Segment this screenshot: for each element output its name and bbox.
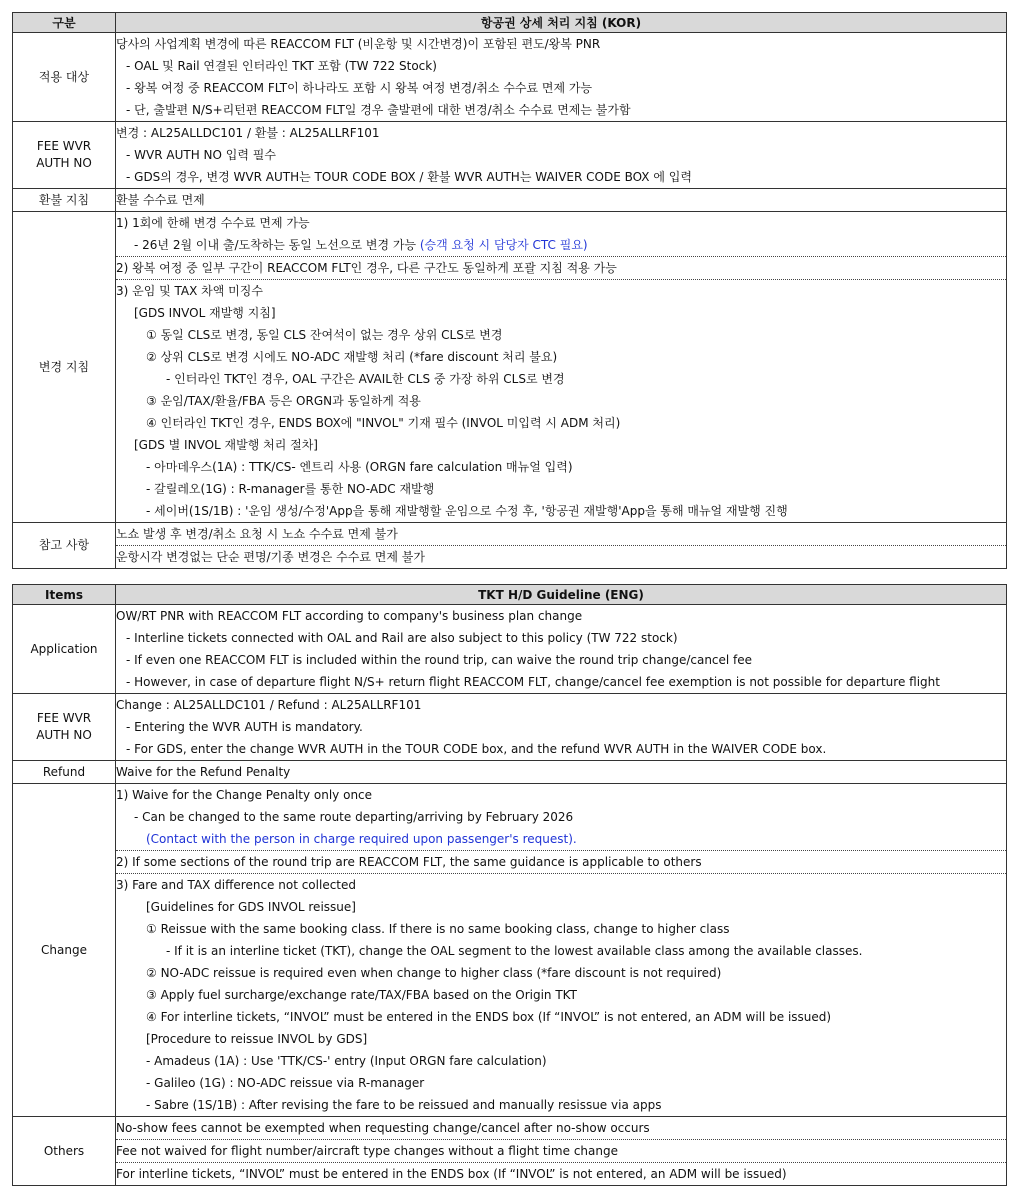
kor-change-line: ② 상위 CLS로 변경 시에도 NO-ADC 재발행 처리 (*fare discount 처리 불요) bbox=[146, 350, 558, 364]
eng-change-note-blue: (Contact with the person in charge required upon passenger's request). bbox=[116, 828, 1006, 851]
eng-row-refund bbox=[13, 761, 1007, 784]
kor-header-title: 항공권 상세 처리 지침 (KOR) bbox=[116, 13, 1007, 33]
eng-label-refund: Refund bbox=[13, 761, 116, 784]
kor-application-line: - OAL 및 Rail 연결된 인터라인 TKT 포함 (TW 722 Stock) bbox=[126, 59, 437, 73]
kor-change-line: - 갈릴레오(1G) : R-manager를 통한 NO-ADC 재발행 bbox=[146, 482, 435, 496]
kor-label-change: 변경 지침 bbox=[13, 212, 116, 523]
kor-row-notes bbox=[13, 523, 1007, 569]
eng-row-others bbox=[13, 1117, 1007, 1186]
kor-fee-waiver-line: 변경 : AL25ALLDC101 / 환불 : AL25ALLRF101 bbox=[116, 126, 380, 140]
kor-label-fee-wvr: FEE WVR bbox=[36, 139, 92, 153]
kor-application-line: - 왕복 여정 중 REACCOM FLT이 하나라도 포함 시 왕복 여정 변경/취소 수수료 면제 가능 bbox=[126, 81, 593, 95]
kor-change-line: - 인터라인 TKT인 경우, OAL 구간은 AVAIL한 CLS 중 가장 하위 CLS로 변경 bbox=[166, 372, 565, 386]
eng-change-line: 1) Waive for the Change Penalty only once bbox=[116, 788, 373, 802]
kor-change-note-blue: (승객 요청 시 담당자 CTC 필요) bbox=[419, 238, 588, 252]
eng-change-line: ④ For interline tickets, “INVOL” must be entered in the ENDS box (If “INVOL” is not entered, an ADM will be issued) bbox=[146, 1010, 832, 1024]
kor-change-line: ① 동일 CLS로 변경, 동일 CLS 잔여석이 없는 경우 상위 CLS로 변경 bbox=[146, 328, 503, 342]
eng-change-line: [Procedure to reissue INVOL by GDS] bbox=[146, 1032, 368, 1046]
kor-change-line: 2) 왕복 여정 중 일부 구간이 REACCOM FLT인 경우, 다른 구간도 동일하게 포괄 지침 적용 가능 bbox=[116, 257, 1006, 280]
eng-fee-waiver-line: Change : AL25ALLDC101 / Refund : AL25ALLRF101 bbox=[116, 698, 422, 712]
kor-header-row bbox=[13, 13, 1007, 33]
kor-change-line: 1) 1회에 한해 변경 수수료 면제 가능 bbox=[116, 216, 310, 230]
kor-change-line: ③ 운임/TAX/환율/FBA 등은 ORGN과 동일하게 적용 bbox=[146, 394, 421, 408]
eng-change-line: - Sabre (1S/1B) : After revising the fare to be reissued and manually resissue via apps bbox=[146, 1098, 662, 1112]
eng-row-application bbox=[13, 605, 1007, 694]
eng-change-line: ② NO-ADC reissue is required even when change to higher class (*fare discount is not required) bbox=[146, 966, 722, 980]
eng-fee-waiver-line: - For GDS, enter the change WVR AUTH in the TOUR CODE box, and the refund WVR AUTH in the WAIVER CODE box. bbox=[126, 742, 827, 756]
eng-row-fee-waiver bbox=[13, 694, 1007, 761]
eng-change-line: 2) If some sections of the round trip are REACCOM FLT, the same guidance is applicable to others bbox=[116, 851, 1006, 874]
eng-change-line: - Galileo (1G) : NO-ADC reissue via R-manager bbox=[146, 1076, 425, 1090]
eng-change-line: ① Reissue with the same booking class. If there is no same booking class, change to higher class bbox=[146, 922, 730, 936]
kor-label-notes: 참고 사항 bbox=[13, 523, 116, 569]
kor-label-auth-no: AUTH NO bbox=[36, 156, 92, 170]
kor-row-fee-waiver bbox=[13, 122, 1007, 189]
eng-guideline-table bbox=[12, 584, 1007, 1186]
eng-others-line: No-show fees cannot be exempted when requesting change/cancel after no-show occurs bbox=[116, 1117, 1006, 1140]
kor-application-line: 당사의 사업계획 변경에 따른 REACCOM FLT (비운항 및 시간변경)이 포함된 편도/왕복 PNR bbox=[116, 37, 601, 51]
eng-label-change: Change bbox=[13, 784, 116, 1117]
eng-change-line: - If it is an interline ticket (TKT), change the OAL segment to the lowest available class among the available classes. bbox=[166, 944, 863, 958]
eng-change-line: [Guidelines for GDS INVOL reissue] bbox=[146, 900, 356, 914]
eng-header-category: Items bbox=[13, 585, 116, 605]
eng-application-line: - Interline tickets connected with OAL and Rail are also subject to this policy (TW 722 stock) bbox=[126, 631, 678, 645]
eng-change-line: ③ Apply fuel surcharge/exchange rate/TAX/FBA based on the Origin TKT bbox=[146, 988, 577, 1002]
eng-header-title: TKT H/D Guideline (ENG) bbox=[116, 585, 1007, 605]
kor-change-line: - 26년 2월 이내 출/도착하는 동일 노선으로 변경 가능 (승객 요청 시 담당자 CTC 필요) bbox=[116, 234, 1006, 257]
eng-refund-line: Waive for the Refund Penalty bbox=[116, 765, 291, 779]
kor-row-change bbox=[13, 212, 1007, 523]
eng-application-line: OW/RT PNR with REACCOM FLT according to company's business plan change bbox=[116, 609, 583, 623]
eng-fee-waiver-line: - Entering the WVR AUTH is mandatory. bbox=[126, 720, 363, 734]
kor-change-line: [GDS 별 INVOL 재발행 처리 절차] bbox=[134, 438, 318, 452]
eng-change-line: - Can be changed to the same route departing/arriving by February 2026 bbox=[134, 810, 574, 824]
eng-application-line: - However, in case of departure flight N/S+ return flight REACCOM FLT, change/cancel fee exemption is not possible for departure flight bbox=[126, 675, 940, 689]
eng-label-application: Application bbox=[13, 605, 116, 694]
eng-label-auth-no: AUTH NO bbox=[36, 728, 92, 742]
kor-change-line: ④ 인터라인 TKT인 경우, ENDS BOX에 "INVOL" 기재 필수 (INVOL 미입력 시 ADM 처리) bbox=[146, 416, 621, 430]
kor-header-category: 구분 bbox=[13, 13, 116, 33]
kor-change-line: 3) 운임 및 TAX 차액 미징수 bbox=[116, 284, 263, 298]
kor-label-application: 적용 대상 bbox=[13, 33, 116, 122]
kor-change-line: [GDS INVOL 재발행 지침] bbox=[134, 306, 276, 320]
eng-others-line: Fee not waived for flight number/aircraft type changes without a flight time change bbox=[116, 1140, 1006, 1163]
eng-change-line: 3) Fare and TAX difference not collected bbox=[116, 878, 356, 892]
kor-refund-line: 환불 수수료 면제 bbox=[116, 193, 205, 207]
eng-header-row bbox=[13, 585, 1007, 605]
eng-application-line: - If even one REACCOM FLT is included within the round trip, can waive the round trip change/cancel fee bbox=[126, 653, 753, 667]
kor-notes-line: 운항시각 변경없는 단순 편명/기종 변경은 수수료 면제 불가 bbox=[116, 550, 425, 564]
eng-row-change bbox=[13, 784, 1007, 1117]
eng-change-line: - Amadeus (1A) : Use 'TTK/CS-' entry (Input ORGN fare calculation) bbox=[146, 1054, 547, 1068]
kor-application-line: - 단, 출발편 N/S+리턴편 REACCOM FLT일 경우 출발편에 대한 변경/취소 수수료 면제는 불가함 bbox=[126, 103, 631, 117]
kor-guideline-table bbox=[12, 12, 1007, 569]
kor-fee-waiver-line: - GDS의 경우, 변경 WVR AUTH는 TOUR CODE BOX / 환불 WVR AUTH는 WAIVER CODE BOX 에 입력 bbox=[126, 170, 692, 184]
kor-row-application bbox=[13, 33, 1007, 122]
kor-change-line: - 세이버(1S/1B) : '운임 생성/수정'App을 통해 재발행할 운임으로 수정 후, '항공권 재발행'App을 통해 매뉴얼 재발행 진행 bbox=[146, 504, 788, 518]
kor-row-refund bbox=[13, 189, 1007, 212]
kor-change-line: - 아마데우스(1A) : TTK/CS- 엔트리 사용 (ORGN fare calculation 매뉴얼 입력) bbox=[146, 460, 573, 474]
eng-others-line: For interline tickets, “INVOL” must be entered in the ENDS box (If “INVOL” is not entered, an ADM will be issued) bbox=[116, 1167, 787, 1181]
kor-notes-line: 노쇼 발생 후 변경/취소 요청 시 노쇼 수수료 면제 불가 bbox=[116, 523, 1006, 546]
kor-fee-waiver-line: - WVR AUTH NO 입력 필수 bbox=[126, 148, 276, 162]
kor-label-refund: 환불 지침 bbox=[13, 189, 116, 212]
eng-label-fee-wvr: FEE WVR bbox=[36, 711, 92, 725]
eng-label-others: Others bbox=[13, 1117, 116, 1186]
